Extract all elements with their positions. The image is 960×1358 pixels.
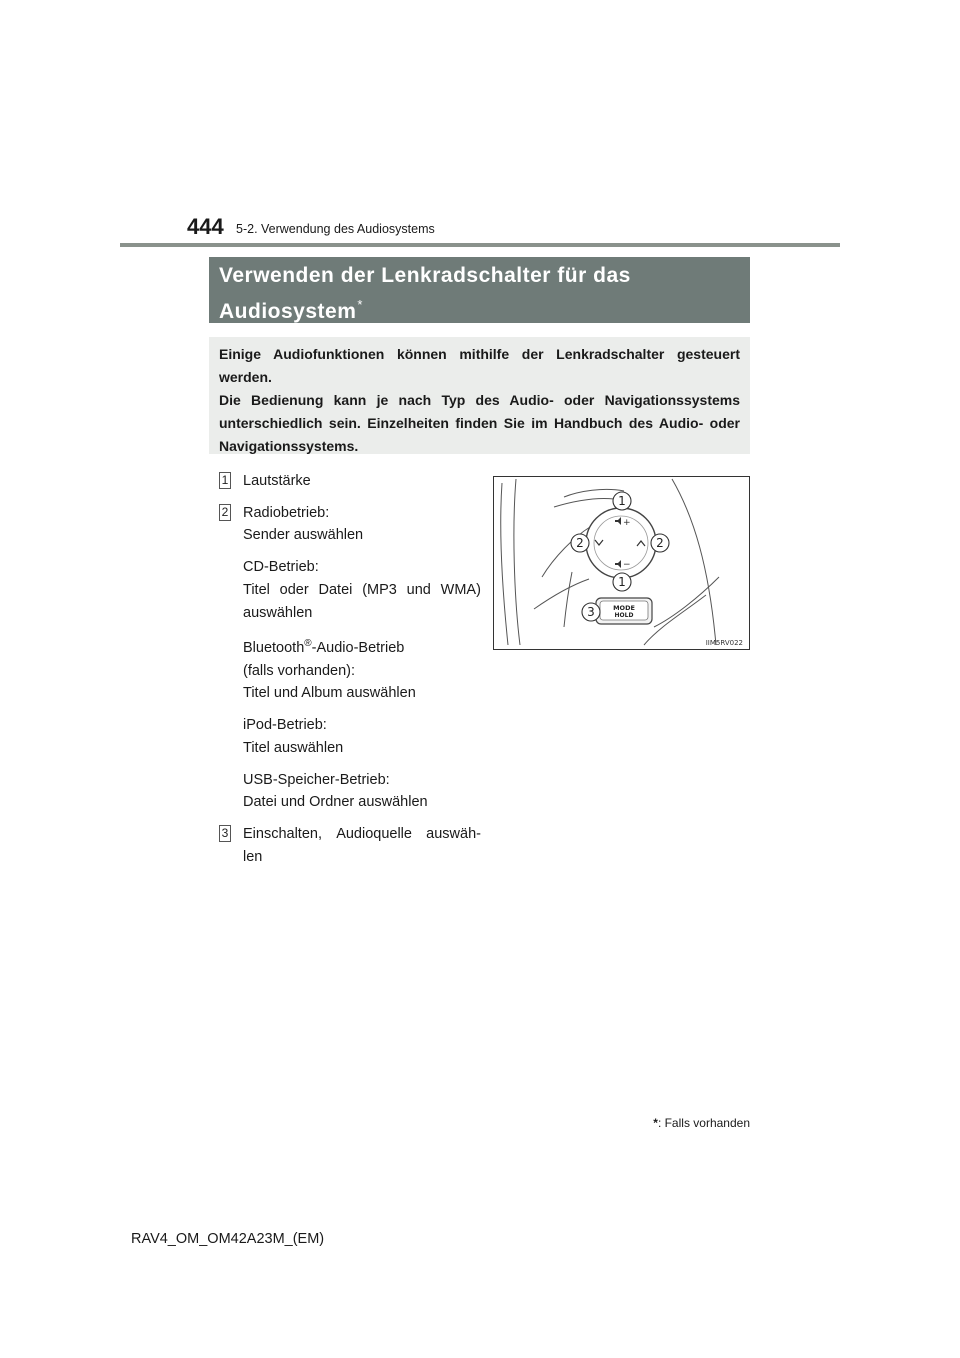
callout-2-left: 2 xyxy=(576,536,584,550)
callout-3-mode: 3 xyxy=(587,605,595,619)
cd-desc-line-1 xyxy=(243,579,481,602)
function-list xyxy=(219,470,481,877)
callout-1-bottom: 1 xyxy=(618,575,626,589)
ipod-mode-text xyxy=(243,714,481,759)
footnote-text: : Falls vorhanden xyxy=(657,1116,750,1130)
cd-word: und xyxy=(406,581,431,598)
optional-mark: * xyxy=(357,297,363,312)
header-divider xyxy=(120,243,840,247)
power-line-2: len xyxy=(243,848,263,865)
steering-wheel-drawing xyxy=(494,477,749,649)
wheel-rim-line xyxy=(514,479,520,645)
list-item-select xyxy=(219,502,481,814)
volume-text: Lautstärke xyxy=(243,473,311,489)
spoke-contour xyxy=(654,577,719,627)
volume-up-icon: + xyxy=(623,518,631,528)
cd-label: CD-Betrieb: xyxy=(243,559,319,576)
section-title-text: Verwenden der Lenkradschalter für das Audiosystem xyxy=(219,264,631,323)
section-title xyxy=(209,257,750,323)
callout-1-top: 1 xyxy=(618,494,626,508)
power-line-1 xyxy=(243,823,481,846)
cd-word: WMA) xyxy=(440,581,481,598)
usb-mode-text xyxy=(243,769,481,814)
cd-word: (MP3 xyxy=(362,581,397,598)
intro-sentence-1: Einige Audiofunktionen können mithilfe der Lenkradschalter gesteuert werden. xyxy=(219,346,740,385)
bluetooth-availability: (falls vorhanden): xyxy=(243,662,356,679)
spoke-contour xyxy=(564,572,572,627)
number-badge-2: 2 xyxy=(219,504,231,521)
bluetooth-desc: Titel und Album auswählen xyxy=(243,685,416,702)
figure-code: IIM5RV022 xyxy=(705,639,743,647)
radio-desc: Sender auswählen xyxy=(243,527,364,544)
ipod-label: iPod-Betrieb: xyxy=(243,717,327,734)
spoke-contour xyxy=(644,595,706,645)
power-word: Einschalten, xyxy=(243,825,322,842)
radio-label: Radiobetrieb: xyxy=(243,504,330,521)
power-word: auswäh- xyxy=(426,825,481,842)
footnote-mark: * xyxy=(653,1116,658,1130)
radio-mode-text xyxy=(243,502,481,547)
wheel-contour xyxy=(554,498,614,507)
wheel-rim-line xyxy=(501,483,508,645)
cd-word: oder xyxy=(279,581,309,598)
cd-desc-line-2: auswählen xyxy=(243,604,313,621)
number-badge-1: 1 xyxy=(219,472,231,489)
bluetooth-label-suffix: -Audio-Betrieb xyxy=(311,640,405,657)
registered-mark: ® xyxy=(304,638,312,650)
callout-2-right: 2 xyxy=(656,536,664,550)
section-breadcrumb: 5-2. Verwendung des Audiosystems xyxy=(236,222,435,236)
cd-mode-text xyxy=(243,556,481,624)
usb-desc: Datei und Ordner auswählen xyxy=(243,794,428,811)
footnote xyxy=(653,1116,750,1130)
wheel-contour xyxy=(534,579,589,609)
mode-button-label: MODE xyxy=(613,604,635,612)
cd-word: Datei xyxy=(318,581,353,598)
document-id: RAV4_OM_OM42A23M_(EM) xyxy=(131,1231,325,1247)
cd-word: Titel xyxy=(243,581,270,598)
bluetooth-label: Bluetooth xyxy=(243,640,305,657)
intro-sentence-2: Die Bedienung kann je nach Typ des Audio- oder Navigationssystems unterschiedlich sein. Einzelheiten finden Sie im Handbuch des Audio- oder Navigationssystems. xyxy=(219,392,740,454)
hold-button-label: HOLD xyxy=(614,612,634,619)
page-number: 444 xyxy=(187,214,224,239)
number-badge-3: 3 xyxy=(219,825,231,842)
steering-switch-illustration xyxy=(493,476,750,650)
list-item-volume xyxy=(219,470,481,493)
bluetooth-mode-text xyxy=(243,633,481,705)
ipod-desc: Titel auswählen xyxy=(243,739,344,756)
list-item-power xyxy=(219,823,481,868)
intro-box xyxy=(209,337,750,454)
usb-label: USB-Speicher-Betrieb: xyxy=(243,771,390,788)
volume-down-icon: − xyxy=(623,560,631,570)
power-word: Audioquelle xyxy=(336,825,412,842)
wheel-contour xyxy=(672,479,716,645)
power-text xyxy=(243,823,481,868)
